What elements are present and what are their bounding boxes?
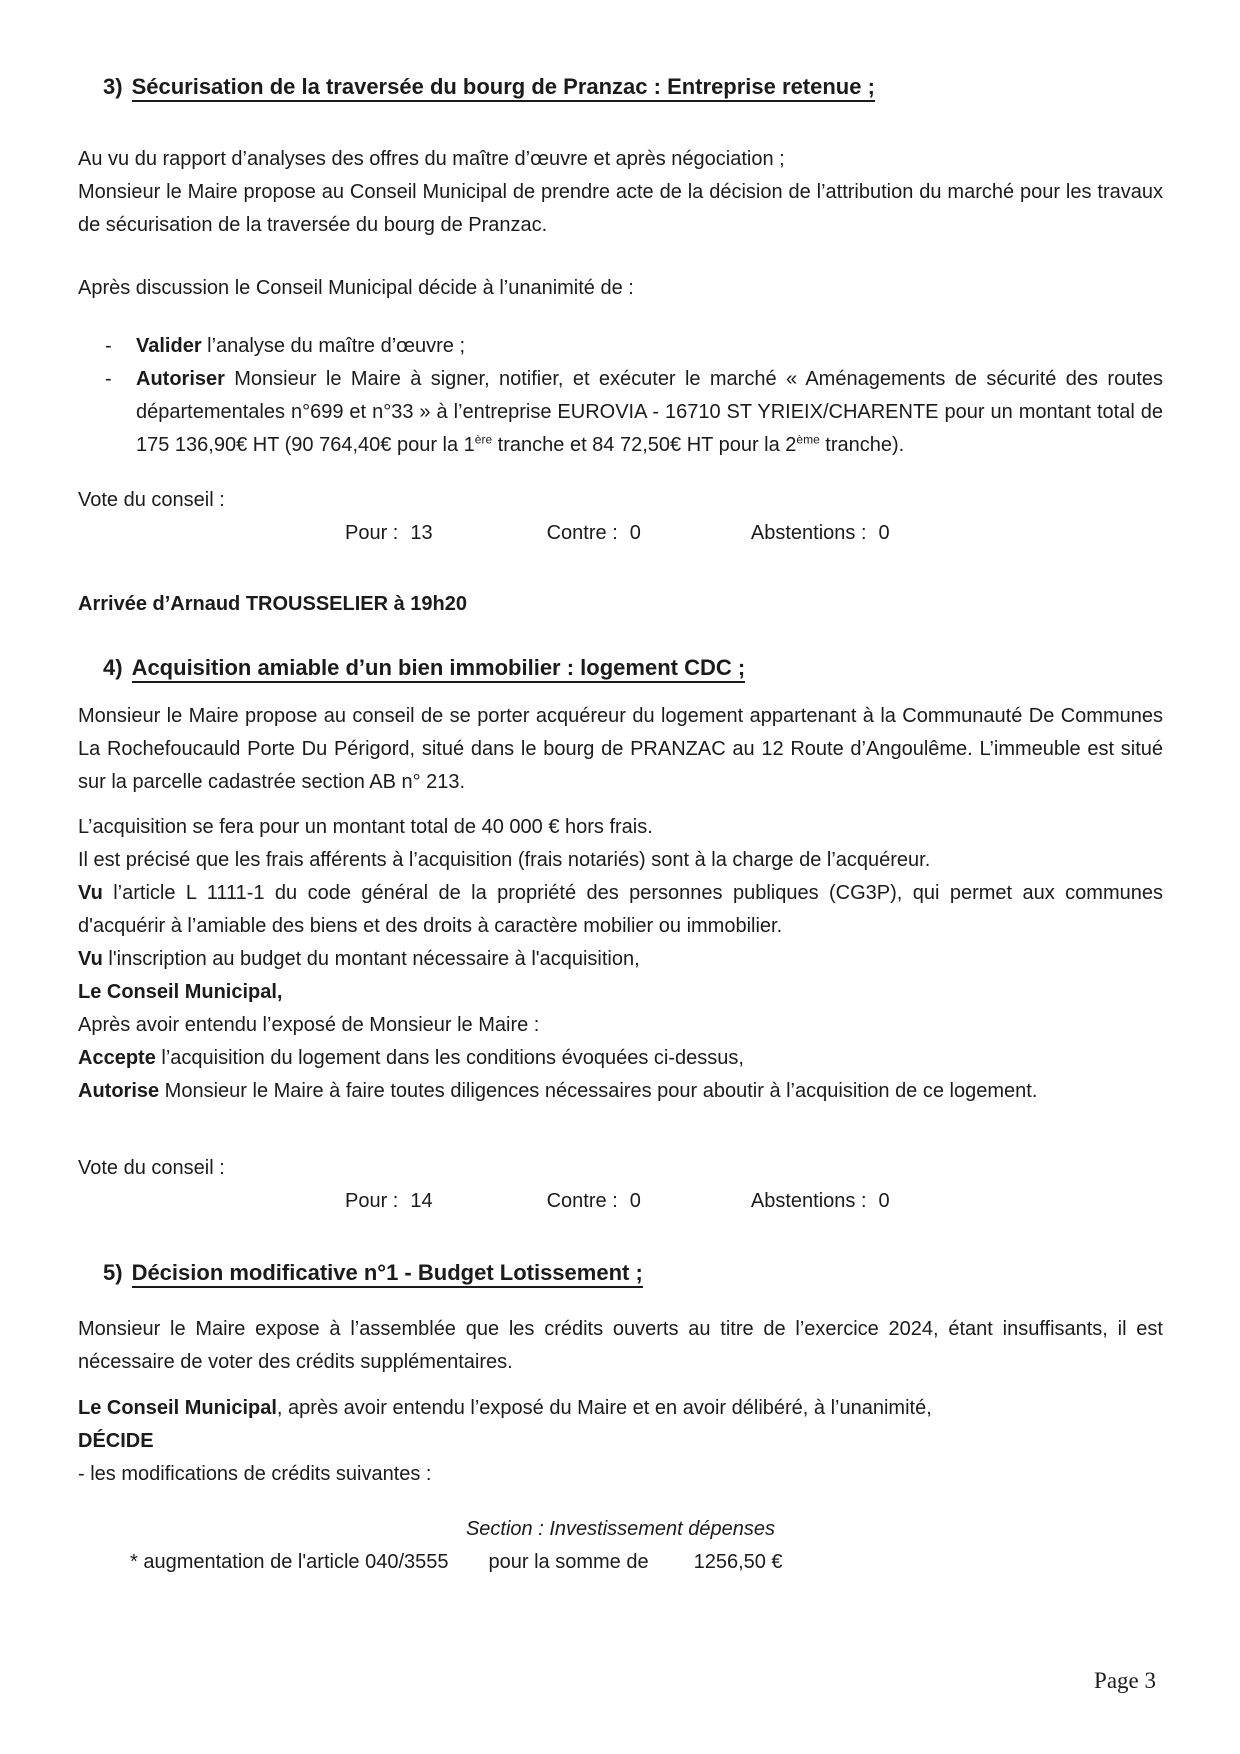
vote-label: Vote du conseil : — [78, 489, 225, 511]
paragraph-line: Au vu du rapport d’analyses des offres du maître d’œuvre et après négociation ; — [78, 148, 785, 170]
vote-contre-value: 0 — [629, 522, 641, 544]
paragraph-modifications-intro: - les modifications de crédits suivantes : — [78, 1463, 432, 1485]
decision-list — [78, 330, 1163, 462]
vote-pour: Pour : 14 — [345, 1190, 433, 1212]
paragraph-conseil-deliberation: Le Conseil Municipal, après avoir entendu l’exposé du Maire et en avoir délibéré, à l’unanimité, — [78, 1397, 932, 1419]
section-3-decision-intro: Après discussion le Conseil Municipal décide à l’unanimité de : — [78, 277, 634, 299]
vote-results — [78, 1185, 1163, 1218]
budget-section-line: Section : Investissement dépenses — [465, 1518, 776, 1540]
list-item-text: Valider l’analyse du maître d’œuvre ; — [136, 335, 466, 357]
vote-abstentions: Abstentions : 0 — [750, 1190, 890, 1212]
paragraph-accepte: Accepte l’acquisition du logement dans les conditions évoquées ci-dessus, — [78, 1047, 744, 1069]
section-3-intro-paragraph — [78, 143, 1163, 242]
section-3-title: Sécurisation de la traversée du bourg de Pranzac : Entreprise retenue ; — [132, 74, 875, 102]
paragraph-decide: DÉCIDE — [78, 1430, 154, 1452]
vote-pour-value: 13 — [410, 522, 433, 544]
section-5-heading — [78, 1256, 1163, 1289]
vote-abstentions-value: 0 — [878, 1190, 890, 1212]
section-5 — [78, 1256, 1163, 1579]
vote-results — [78, 517, 1163, 550]
ordinal-superscript: ème — [796, 432, 820, 447]
vote-label: Vote du conseil : — [78, 1157, 225, 1179]
vote-contre: Contre : 0 — [546, 1190, 641, 1212]
augmentation-amount: 1256,50 € — [693, 1551, 783, 1573]
section-5-title: Décision modificative n°1 - Budget Lotissement ; — [132, 1260, 643, 1288]
section-5-intro-paragraph: Monsieur le Maire expose à l’assemblée que les crédits ouverts au titre de l’exercice 2024, étant insuffisants, il est nécessaire de voter des crédits supplémentaires. — [78, 1318, 1163, 1373]
arrival-note: Arrivée d’Arnaud TROUSSELIER à 19h20 — [78, 593, 468, 615]
paragraph-vu-budget: Vu l'inscription au budget du montant nécessaire à l'acquisition, — [78, 948, 640, 970]
vote-pour: Pour : 13 — [345, 522, 433, 544]
section-4-intro-paragraph: Monsieur le Maire propose au conseil de se porter acquéreur du logement appartenant à la Communauté De Communes La Rochefoucauld Porte Du Périgord, situé dans le bourg de PRANZAC au 12 Route d’Angoulême. L’immeuble est situé sur la parcelle cadastrée section AB n° 213. — [78, 705, 1163, 793]
augmentation-item: * augmentation de l'article 040/3555 — [130, 1551, 449, 1573]
section-5-number: 5) — [103, 1260, 123, 1285]
paragraph-line: Monsieur le Maire propose au Conseil Municipal de prendre acte de la décision de l’attribution du marché pour les travaux de sécurisation de la traversée du bourg de Pranzac. — [78, 181, 1163, 236]
section-4-heading — [78, 651, 1163, 684]
vote-contre-value: 0 — [629, 1190, 641, 1212]
list-item-text: Autoriser Monsieur le Maire à signer, notifier, et exécuter le marché « Aménagements de sécurité des routes départementales n°699 et n°33 » à l’entreprise EUROVIA - 16710 ST YRIEIX/CHARENTE pour un montant total de 175 136,90€ HT (90 764,40€ pour la 1ère tranche et 84 72,50€ HT pour la 2ème tranche). — [136, 368, 1163, 456]
vote-contre: Contre : 0 — [546, 522, 641, 544]
dash-bullet: - — [105, 368, 112, 390]
dash-bullet: - — [105, 335, 112, 357]
augmentation-middle: pour la somme de — [488, 1551, 649, 1573]
vote-pour-value: 14 — [410, 1190, 433, 1212]
paragraph-amount: L’acquisition se fera pour un montant total de 40 000 € hors frais. — [78, 816, 653, 838]
section-3 — [78, 70, 1163, 550]
section-4 — [78, 651, 1163, 1218]
paragraph-autorise: Autorise Monsieur le Maire à faire toutes diligences nécessaires pour aboutir à l’acquisition de ce logement. — [78, 1080, 1038, 1102]
paragraph-apres: Après avoir entendu l’exposé de Monsieur le Maire : — [78, 1014, 540, 1036]
vote-abstentions-value: 0 — [878, 522, 890, 544]
list-item — [78, 330, 1163, 363]
page-number: Page 3 — [1094, 1668, 1156, 1693]
list-item — [78, 363, 1163, 462]
paragraph-fees: Il est précisé que les frais afférents à l’acquisition (frais notariés) sont à la charge de l’acquéreur. — [78, 849, 931, 871]
budget-augmentation-row — [78, 1546, 1163, 1579]
section-3-heading — [78, 70, 1163, 103]
paragraph-conseil: Le Conseil Municipal, — [78, 981, 283, 1003]
paragraph-vu-article: Vu l’article L 1111-1 du code général de la propriété des personnes publiques (CG3P), qui permet aux communes d'acquérir à l’amiable des biens et des droits à caractère mobilier ou immobilier. — [78, 882, 1163, 937]
section-3-number: 3) — [103, 74, 123, 99]
vote-abstentions: Abstentions : 0 — [750, 522, 890, 544]
ordinal-superscript: ère — [474, 432, 493, 447]
section-4-number: 4) — [103, 655, 123, 680]
section-4-title: Acquisition amiable d’un bien immobilier : logement CDC ; — [132, 655, 746, 683]
